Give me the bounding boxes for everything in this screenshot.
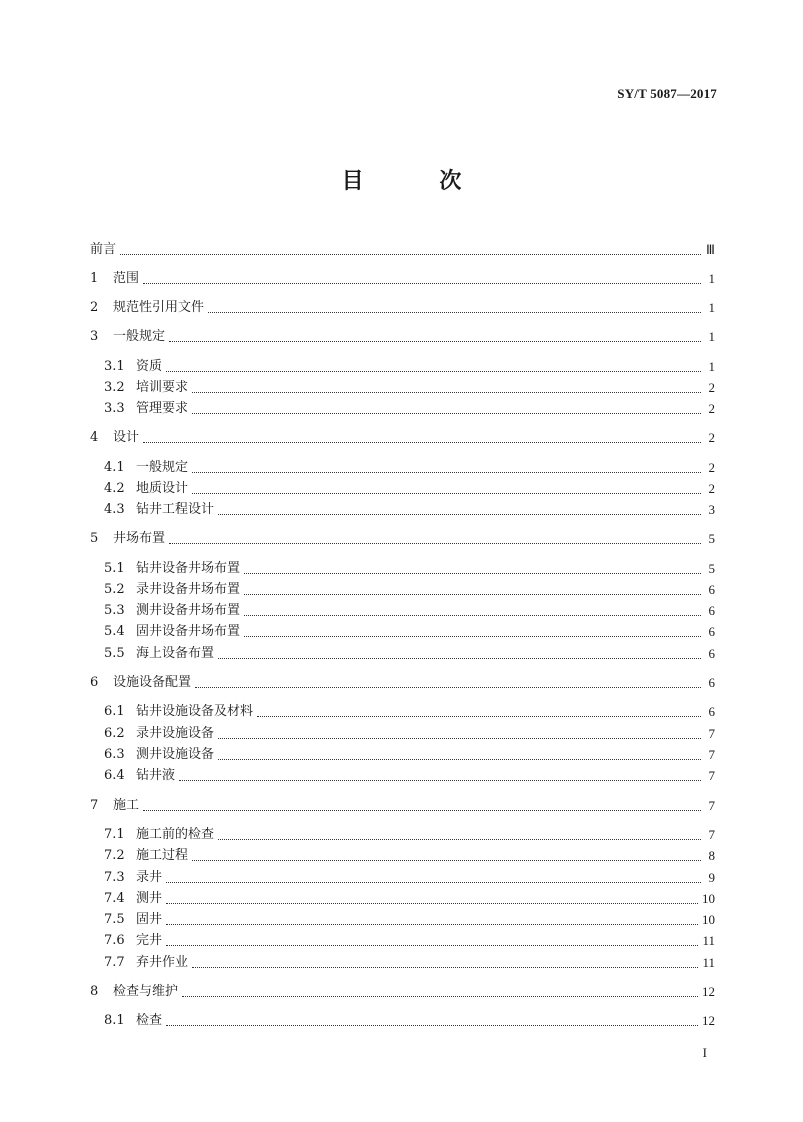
- dot-leader: [218, 738, 701, 739]
- toc-entry-number: 7.3: [104, 870, 125, 885]
- toc-entry-page: 7: [708, 726, 715, 741]
- toc-entry[interactable]: [104, 399, 715, 419]
- toc-entry-label: 规范性引用文件: [113, 300, 205, 315]
- dot-leader: [244, 636, 701, 637]
- toc-entry-page: 2: [708, 430, 715, 445]
- toc-entry[interactable]: [104, 724, 715, 744]
- toc-entry-label: 范围: [113, 271, 140, 286]
- toc-entry[interactable]: [104, 580, 715, 600]
- page-title: 目 次: [341, 168, 496, 194]
- toc-entry-page: 6: [708, 603, 715, 618]
- toc-entry-label: 一般规定: [136, 460, 189, 475]
- toc-entry[interactable]: [104, 910, 715, 930]
- toc-entry-page: Ⅲ: [706, 242, 715, 257]
- toc-entry[interactable]: [90, 269, 715, 289]
- toc-entry-label: 测井设施设备: [136, 747, 215, 762]
- dot-leader: [166, 1025, 698, 1026]
- toc-entry-label: 钻井工程设计: [136, 502, 215, 517]
- toc-entry-number: 5: [90, 531, 99, 546]
- toc-entry-number: 5.2: [104, 582, 125, 597]
- toc-entry[interactable]: [90, 796, 715, 816]
- dot-leader: [143, 283, 701, 284]
- dot-leader: [120, 254, 701, 255]
- toc-entry[interactable]: [90, 428, 715, 448]
- toc-entry-page: 6: [708, 704, 715, 719]
- dot-leader: [244, 615, 701, 616]
- toc-entry-number: 5.4: [104, 624, 125, 639]
- toc-entry-page: 12: [702, 984, 715, 999]
- dot-leader: [169, 341, 701, 342]
- toc-entry-number: 8: [90, 984, 99, 999]
- toc-entry-number: 4: [90, 430, 99, 445]
- toc-entry-number: 3: [90, 329, 99, 344]
- toc-entry[interactable]: [90, 982, 715, 1002]
- dot-leader: [192, 472, 701, 473]
- toc-entry-number: 7.5: [104, 912, 125, 927]
- toc-entry-page: 2: [708, 401, 715, 416]
- dot-leader: [208, 312, 701, 313]
- toc-entry[interactable]: [90, 673, 715, 693]
- toc-entry-label: 测井设备井场布置: [136, 603, 241, 618]
- toc-entry-number: 6: [90, 675, 99, 690]
- toc-entry-label: 管理要求: [136, 401, 189, 416]
- toc-entry[interactable]: [104, 500, 715, 520]
- toc-entry[interactable]: [104, 931, 715, 951]
- toc-entry-page: 5: [708, 561, 715, 576]
- dot-leader: [192, 413, 701, 414]
- toc-entry[interactable]: [104, 458, 715, 478]
- toc-entry-label: 施工过程: [136, 848, 189, 863]
- dot-leader: [218, 759, 701, 760]
- toc-entry-label: 培训要求: [136, 380, 189, 395]
- dot-leader: [166, 882, 701, 883]
- toc-entry-number: 7.1: [104, 827, 125, 842]
- toc-entry-page: 12: [702, 1013, 715, 1028]
- toc-entry-label: 弃井作业: [136, 955, 189, 970]
- toc-entry[interactable]: [104, 559, 715, 579]
- toc-entry-page: 7: [708, 768, 715, 783]
- toc-entry-label: 钻井设备井场布置: [136, 561, 241, 576]
- toc-entry-number: 6.2: [104, 726, 125, 741]
- toc-entry[interactable]: [90, 240, 715, 260]
- toc-entry-number: 5.5: [104, 646, 125, 661]
- dot-leader: [182, 996, 698, 997]
- toc-entry[interactable]: [104, 889, 715, 909]
- toc-entry-number: 5.1: [104, 561, 125, 576]
- toc-entry-label: 施工前的检查: [136, 827, 215, 842]
- toc-entry-page: 7: [708, 747, 715, 762]
- dot-leader: [244, 594, 701, 595]
- toc-entry-label: 完井: [136, 933, 163, 948]
- toc-entry-page: 2: [708, 380, 715, 395]
- toc-entry-label: 录井: [136, 870, 163, 885]
- dot-leader: [166, 945, 698, 946]
- toc-entry-label: 地质设计: [136, 481, 189, 496]
- toc-entry-number: 8.1: [104, 1013, 125, 1028]
- toc-entry-label: 测井: [136, 891, 163, 906]
- toc-entry-label: 检查与维护: [113, 984, 179, 999]
- toc-entry-page: 10: [702, 891, 715, 906]
- dot-leader: [192, 967, 698, 968]
- dot-leader: [218, 658, 701, 659]
- toc-entry[interactable]: [104, 745, 715, 765]
- dot-leader: [192, 392, 701, 393]
- dot-leader: [169, 543, 701, 544]
- toc-entry-number: 3.1: [104, 359, 125, 374]
- toc-entry[interactable]: [104, 378, 715, 398]
- toc-entry-label: 钻井设施设备及材料: [136, 704, 254, 719]
- toc-entry-number: 7.7: [104, 955, 125, 970]
- toc-entry-number: 6.1: [104, 704, 125, 719]
- toc-entry-number: 7: [90, 798, 99, 813]
- toc-entry[interactable]: [90, 298, 715, 318]
- toc-entry-number: 4.1: [104, 460, 125, 475]
- toc-entry[interactable]: [104, 825, 715, 845]
- page-number: I: [702, 1045, 707, 1060]
- toc-entry-label: 井场布置: [113, 531, 166, 546]
- toc-entry-page: 6: [708, 582, 715, 597]
- toc-entry-page: 2: [708, 460, 715, 475]
- toc-entry-page: 7: [708, 798, 715, 813]
- dot-leader: [192, 493, 701, 494]
- toc-entry-label: 固井设备井场布置: [136, 624, 241, 639]
- toc-entry-label: 固井: [136, 912, 163, 927]
- toc-entry-label: 设施设备配置: [113, 675, 192, 690]
- dot-leader: [166, 924, 698, 925]
- toc-entry-label: 录井设备井场布置: [136, 582, 241, 597]
- toc-entry-label: 一般规定: [113, 329, 166, 344]
- toc-entry-page: 6: [708, 675, 715, 690]
- toc-entry-page: 5: [708, 531, 715, 546]
- dot-leader: [192, 860, 701, 861]
- dot-leader: [218, 839, 701, 840]
- toc-entry[interactable]: [104, 622, 715, 642]
- toc-entry-page: 1: [708, 300, 715, 315]
- toc-entry-number: 4.3: [104, 502, 125, 517]
- toc-entry[interactable]: [90, 529, 715, 549]
- toc-entry-page: 11: [702, 933, 715, 948]
- toc-entry-number: 3.2: [104, 380, 125, 395]
- dot-leader: [179, 780, 701, 781]
- toc-entry-number: 1: [90, 271, 99, 286]
- toc-entry-page: 8: [708, 848, 715, 863]
- toc-entry[interactable]: [104, 766, 715, 786]
- toc-entry-label: 检查: [136, 1013, 163, 1028]
- toc-entry-label: 海上设备布置: [136, 646, 215, 661]
- toc-entry[interactable]: [104, 601, 715, 621]
- toc-entry-page: 3: [708, 502, 715, 517]
- dot-leader: [143, 810, 701, 811]
- toc-entry-number: 3.3: [104, 401, 125, 416]
- toc-entry-number: 2: [90, 300, 99, 315]
- toc-entry[interactable]: [104, 868, 715, 888]
- toc-entry[interactable]: [104, 1011, 715, 1031]
- dot-leader: [218, 514, 701, 515]
- toc-entry-number: 7.6: [104, 933, 125, 948]
- toc-entry-page: 1: [708, 271, 715, 286]
- toc-entry-page: 1: [708, 329, 715, 344]
- dot-leader: [143, 442, 701, 443]
- toc-entry-page: 10: [702, 912, 715, 927]
- toc-entry[interactable]: [104, 357, 715, 377]
- toc-entry-page: 6: [708, 646, 715, 661]
- toc-entry-page: 9: [708, 870, 715, 885]
- toc-entry[interactable]: [104, 644, 715, 664]
- toc-entry-number: 4.2: [104, 481, 125, 496]
- toc-entry-number: 7.4: [104, 891, 125, 906]
- toc-entry-number: 6.3: [104, 747, 125, 762]
- toc-entry-page: 1: [708, 359, 715, 374]
- toc-entry-label: 施工: [113, 798, 140, 813]
- toc-entry-number: 6.4: [104, 768, 125, 783]
- toc-entry-label: 资质: [136, 359, 163, 374]
- toc-entry-label: 录井设施设备: [136, 726, 215, 741]
- dot-leader: [195, 687, 701, 688]
- dot-leader: [257, 716, 701, 717]
- toc-entry-label: 钻井液: [136, 768, 176, 783]
- standard-code: SY/T 5087—2017: [617, 86, 717, 101]
- toc-entry[interactable]: [104, 953, 715, 973]
- toc-entry-page: 7: [708, 827, 715, 842]
- toc-entry-page: 6: [708, 624, 715, 639]
- toc-entry[interactable]: [90, 327, 715, 347]
- toc-entry[interactable]: [104, 479, 715, 499]
- toc-entry-page: 2: [708, 481, 715, 496]
- toc-entry-number: 7.2: [104, 848, 125, 863]
- toc-entry[interactable]: [104, 702, 715, 722]
- toc-entry-label: 前言: [90, 242, 117, 257]
- dot-leader: [166, 371, 701, 372]
- toc-entry[interactable]: [104, 846, 715, 866]
- dot-leader: [166, 903, 698, 904]
- toc-entry-label: 设计: [113, 430, 140, 445]
- toc-entry-number: 5.3: [104, 603, 125, 618]
- toc-entry-page: 11: [702, 955, 715, 970]
- dot-leader: [244, 573, 701, 574]
